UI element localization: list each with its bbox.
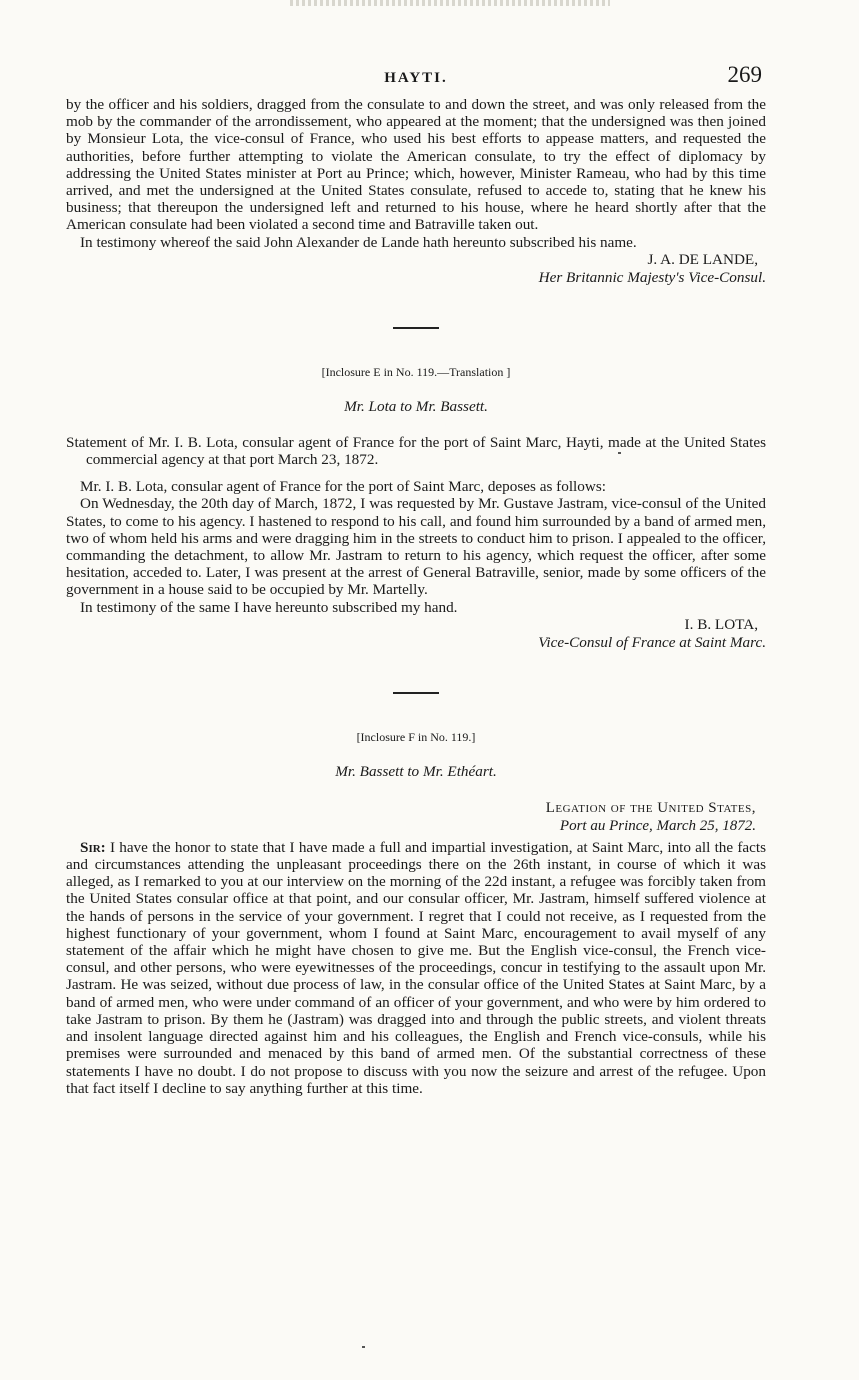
signature-title: Her Britannic Majesty's Vice-Consul.	[538, 268, 766, 286]
scan-speck	[362, 1346, 365, 1348]
inclosure-label: [Inclosure E in No. 119.—Translation ]	[321, 364, 511, 379]
running-head	[66, 60, 766, 96]
inclosure-e	[66, 365, 766, 652]
section-divider	[393, 692, 439, 694]
inclosure-label: [Inclosure F in No. 119.]	[356, 729, 476, 744]
page-title: HAYTI.	[384, 70, 448, 86]
letter-text: I have the honor to state that I have made a full and impartial investigation, at Saint Marc, into all the facts and circumstances attending the unpleasant proceedings there on the 26th instant, in course of which it was alleged, as I remarked to you at our interview on the morning of the 22d instant, a refugee was forcibly taken from the United States consular office at that point, and our consular officer, Mr. Jastram, himself suffered violence at the hands of persons in the service of your government. I regret that I could not receive, as I requested from the highest functionary of your government, whom I found at Saint Marc, encouragement to avail myself of any statement of the affair which he might have chosen to give me. But the English vice-consul, the French vice-consul, and other persons, who were eyewitnesses of the proceedings, concur in testifying to the assault upon Mr. Jastram. He was seized, without due process of law, in the consular office of the United States at Saint Marc, by a band of armed men, who were under command of an officer of your government, and who were by him ordered to take Jastram to prison. By them he (Jastram) was dragged into and through the public streets, and violent threats and insolent language directed against him and his colleagues, the English and French vice-consuls, while his premises were surrounded and menaced by this band of armed men. Of the substantial correctness of these statements I have no doubt. I do not propose to discuss with you now the seizure and arrest of the refugee. Upon that fact itself I decline to say anything further at this time.	[66, 838, 767, 1097]
letter-heading: Mr. Lota to Mr. Bassett.	[344, 397, 488, 415]
scan-top-edge	[290, 0, 610, 6]
salutation: Sir:	[80, 838, 106, 856]
paragraph: In testimony of the same I have hereunto subscribed my hand.	[80, 598, 458, 616]
scan-speck	[618, 452, 621, 454]
signature-name: I. B. LOTA,	[684, 615, 758, 633]
place-date: Port au Prince, March 25, 1872.	[559, 817, 756, 834]
section-divider	[393, 327, 439, 329]
letter-body	[66, 839, 766, 1097]
paragraph: Mr. I. B. Lota, consular agent of France for the port of Saint Marc, deposes as follows:	[80, 478, 606, 496]
statement-title: Statement of Mr. I. B. Lota, consular agent of France for the port of Saint Marc, Hayti, made at the United States commercial agency at that port March 23, 1872.	[66, 433, 766, 469]
document-page	[66, 60, 766, 1097]
paragraph: by the officer and his soldiers, dragged from the consulate to and down the street, and was only released from the mob by the commander of the arrondissement, who appeared at the moment; that the undersigned was then joined by Monsieur Lota, the vice-consul of France, who used his best efforts to appease matters, and requested the authorities, before further attempting to violate the American consulate, to try the effect of diplomacy by addressing the United States minister at Port au Prince; which, however, Minister Rameau, who had by this time arrived, and met the undersigned at the United States consulate, refused to accede to, stating that he knew his business; that thereupon the undersigned left and returned to his house, where he heard shortly after that the American consulate had been violated a second time and Batraville taken out.	[66, 96, 766, 234]
letter-heading: Mr. Bassett to Mr. Ethéart.	[335, 762, 497, 780]
paragraph: On Wednesday, the 20th day of March, 1872, I was requested by Mr. Gustave Jastram, vice-consul of the United States, to come to his agency. I hastened to respond to his call, and found him surrounded by a band of armed men, two of whom held his arms and were dragging him in the streets to conduct him to prison. I appealed to the officer, commanding the detachment, to allow Mr. Jastram to return to his agency, which request the officer, after some hesitation, acceded to. Later, I was present at the arrest of General Batraville, senior, made by some officers of the government in a house said to be occupied by Mr. Martelly.	[66, 495, 766, 599]
deposition-continuation	[66, 96, 766, 287]
page-number: 269	[727, 62, 762, 87]
signature-title: Vice-Consul of France at Saint Marc.	[538, 633, 766, 651]
inclosure-f	[66, 730, 766, 1097]
signature-name: J. A. DE LANDE,	[647, 250, 758, 268]
legation-line: Legation of the United States,	[545, 799, 756, 816]
paragraph: In testimony whereof the said John Alexander de Lande hath hereunto subscribed his name.	[80, 233, 637, 251]
